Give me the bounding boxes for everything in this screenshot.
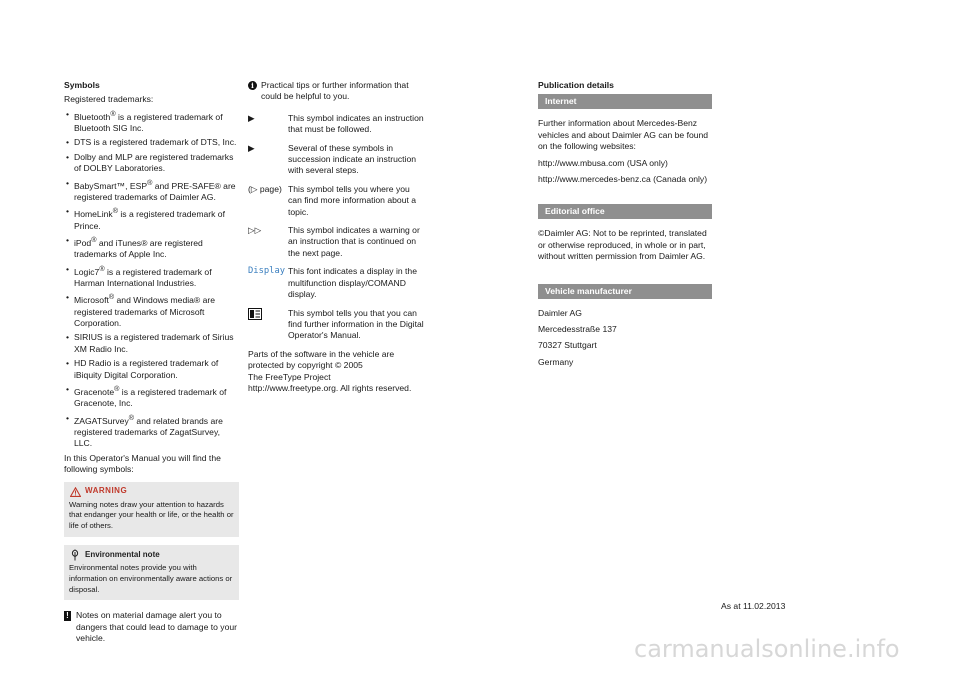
trademark-list	[64, 109, 239, 450]
arrow-right-icon: ▶	[248, 112, 255, 123]
continued-icon: ▷▷	[248, 225, 262, 236]
practical-tip-text: Practical tips or further information that could be helpful to you.	[261, 80, 409, 102]
watermark: carmanualsonline.info	[634, 635, 900, 663]
symbol-row	[248, 266, 425, 300]
symbol-row	[248, 308, 425, 342]
symbol-row	[248, 225, 425, 259]
environmental-note-title: Environmental note	[85, 549, 160, 559]
list-item: • SIRIUS is a registered trademark of Sirius XM Radio Inc.	[64, 332, 239, 355]
symbols-column	[64, 80, 239, 645]
symbol-description: This font indicates a display in the multifunction display/COMAND display.	[288, 266, 417, 300]
symbol-description: Several of these symbols in succession indicate an instruction with several steps.	[288, 142, 417, 176]
editorial-office-text: ©Daimler AG: Not to be reprinted, translated or otherwise reproduced, in whole or in part, without written permission from Daimler AG.	[538, 228, 707, 262]
symbol-description: This symbol indicates an instruction that must be followed.	[288, 112, 424, 135]
symbols-heading: Symbols	[64, 80, 100, 90]
display-font-sample: Display	[248, 266, 286, 277]
symbol-row	[248, 113, 425, 136]
warning-title: WARNING	[85, 486, 128, 496]
publication-details-heading: Publication details	[538, 80, 614, 90]
editorial-office-bar: Editorial office	[538, 204, 712, 219]
warning-triangle-icon	[69, 486, 81, 498]
symbol-row	[248, 184, 425, 218]
environmental-note-box	[64, 545, 239, 600]
material-damage-text: Notes on material damage alert you to dangers that could lead to damage to your vehicle.	[76, 610, 238, 644]
internet-intro: Further information about Mercedes-Benz vehicles and about Daimler AG can be found on the following websites:	[538, 118, 709, 152]
leaf-icon	[69, 549, 81, 561]
exclamation-icon: !	[64, 611, 71, 621]
environmental-note-text: Environmental notes provide you with information on environmentally aware actions or disposal.	[69, 563, 233, 594]
website-usa: http://www.mbusa.com (USA only)	[538, 157, 668, 168]
publication-details-column	[538, 80, 712, 370]
list-item: • Logic7® is a registered trademark of Harman International Industries.	[64, 264, 239, 290]
symbols-intro: In this Operator's Manual you will find the following symbols:	[64, 452, 221, 475]
symbol-description: This symbol indicates a warning or an instruction that is continued on the next page.	[288, 225, 420, 258]
symbol-description: This symbol tells you where you can find more information about a topic.	[288, 183, 417, 217]
website-canada: http://www.mercedes-benz.ca (Canada only)	[538, 174, 708, 185]
list-item: • ZAGATSurvey® and related brands are registered trademarks of ZagatSurvey, LLC.	[64, 413, 239, 450]
internet-section-bar: Internet	[538, 94, 712, 109]
symbol-description: This symbol tells you that you can find further information in the Digital Operator's Manual.	[288, 307, 424, 341]
warning-text: Warning notes draw your attention to hazards that endanger your health or life, or the health or life of others.	[69, 499, 234, 531]
list-item: • iPod® and iTunes® are registered trademarks of Apple Inc.	[64, 235, 239, 261]
as-at-date: As at 11.02.2013	[721, 601, 786, 611]
copyright-note: Parts of the software in the vehicle are protected by copyright © 2005 The FreeType Project http://www.freetype.org. All rights reserved.	[248, 348, 412, 393]
practical-tip	[248, 80, 425, 103]
list-item: • DTS is a registered trademark of DTS, Inc.	[64, 137, 239, 148]
material-damage-note	[64, 610, 239, 644]
symbol-row	[248, 143, 425, 177]
page-reference-symbol: (▷ page)	[248, 183, 282, 194]
list-item: • HomeLink® is a registered trademark of Prince.	[64, 206, 239, 232]
vehicle-manufacturer-bar: Vehicle manufacturer	[538, 284, 712, 299]
manufacturer-address: Daimler AG Mercedesstraße 137 70327 Stuttgart Germany	[538, 307, 617, 367]
symbol-legend-column	[248, 80, 425, 394]
warning-box	[64, 482, 239, 537]
registered-trademarks-label: Registered trademarks:	[64, 94, 154, 105]
list-item: • Bluetooth® is a registered trademark of Bluetooth SIG Inc.	[64, 109, 239, 135]
digital-manual-icon	[248, 308, 288, 342]
list-item: • Dolby and MLP are registered trademarks of DOLBY Laboratories.	[64, 152, 239, 175]
list-item: • BabySmart™, ESP® and PRE-SAFE® are registered trademarks of Daimler AG.	[64, 178, 239, 204]
list-item: • Microsoft® and Windows media® are registered trademarks of Microsoft Corporation.	[64, 292, 239, 329]
list-item: • Gracenote® is a registered trademark of Gracenote, Inc.	[64, 384, 239, 410]
arrow-right-icon: ▶	[248, 142, 255, 153]
info-icon: i	[248, 81, 257, 90]
list-item: • HD Radio is a registered trademark of iBiquity Digital Corporation.	[64, 358, 239, 381]
